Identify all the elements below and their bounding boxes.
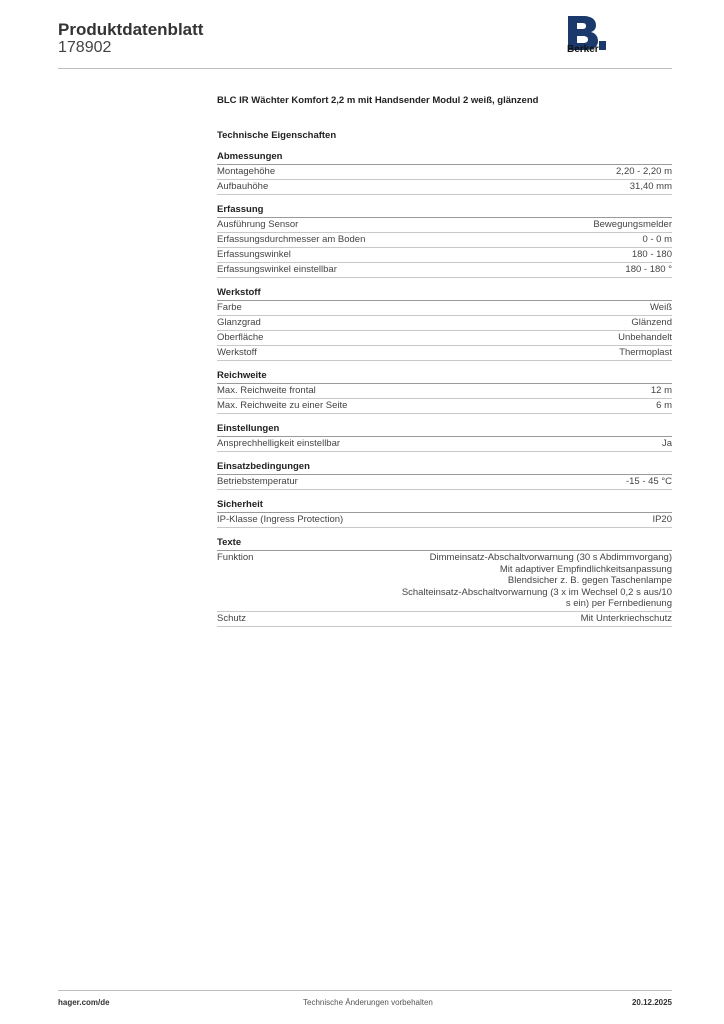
table-row <box>217 165 672 180</box>
row-value: 12 m <box>650 385 672 396</box>
row-label: Max. Reichweite zu einer Seite <box>217 400 348 411</box>
row-value: Weiß <box>650 302 672 313</box>
product-title: BLC IR Wächter Komfort 2,2 m mit Handsender Modul 2 weiß, glänzend <box>217 95 539 106</box>
row-label: Aufbauhöhe <box>217 181 269 192</box>
table-row <box>217 612 672 627</box>
row-value <box>402 552 672 610</box>
table-row <box>217 384 672 399</box>
group-title: Erfassung <box>217 204 672 218</box>
row-value: 2,20 - 2,20 m <box>616 166 672 177</box>
table-row <box>217 248 672 263</box>
content-area <box>217 95 672 627</box>
row-value: 6 m <box>656 400 672 411</box>
row-value: Bewegungsmelder <box>593 219 672 230</box>
group-title: Reichweite <box>217 370 672 384</box>
row-label: Werkstoff <box>217 347 257 358</box>
table-row <box>217 399 672 414</box>
group-title: Einstellungen <box>217 423 672 437</box>
group-title: Abmessungen <box>217 151 672 165</box>
funktion-line: Blendsicher z. B. gegen Taschenlampe <box>507 575 672 586</box>
footer-disclaimer: Technische Änderungen vorbehalten <box>303 998 433 1007</box>
row-value: Ja <box>661 438 672 449</box>
footer-date: 20.12.2025 <box>631 998 672 1007</box>
row-label: Oberfläche <box>217 332 264 343</box>
row-label: Erfassungswinkel <box>217 249 291 260</box>
row-label: Max. Reichweite frontal <box>217 385 316 396</box>
table-row <box>217 551 672 612</box>
row-value: 0 - 0 m <box>642 234 672 245</box>
row-value: -15 - 45 °C <box>625 476 672 487</box>
row-value: Thermoplast <box>619 347 672 358</box>
group-reichweite <box>217 370 672 414</box>
row-value: 31,40 mm <box>629 181 672 192</box>
group-abmessungen <box>217 151 672 195</box>
document-title: Produktdatenblatt <box>58 20 204 39</box>
row-value: Mit Unterkriechschutz <box>580 612 672 624</box>
funktion-line: s ein) per Fernbedienung <box>565 598 672 609</box>
row-value: Unbehandelt <box>618 332 672 343</box>
table-row <box>217 437 672 452</box>
row-label: Schutz <box>217 612 247 624</box>
footer-website: hager.com/de <box>58 998 110 1007</box>
logo-text: Berker <box>567 44 599 55</box>
funktion-line: Dimmeinsatz-Abschaltvorwarnung (30 s Abdimmvorgang) <box>429 552 672 563</box>
row-value: Glänzend <box>631 317 672 328</box>
header-divider <box>58 68 672 69</box>
row-label: Ansprechhelligkeit einstellbar <box>217 438 341 449</box>
row-label: Glanzgrad <box>217 317 261 328</box>
funktion-line: Mit adaptiver Empfindlichkeitsanpassung <box>499 563 672 575</box>
group-einsatzbedingungen <box>217 461 672 490</box>
row-label: Montagehöhe <box>217 166 276 177</box>
row-label: Funktion <box>217 552 254 563</box>
row-value: 180 - 180 ° <box>625 264 672 275</box>
table-row <box>217 475 672 490</box>
group-title: Werkstoff <box>217 287 672 301</box>
row-label: Farbe <box>217 302 242 313</box>
row-label: IP-Klasse (Ingress Protection) <box>217 514 344 525</box>
group-title: Sicherheit <box>217 499 672 513</box>
group-erfassung <box>217 204 672 278</box>
group-title: Texte <box>217 537 672 551</box>
table-row <box>217 346 672 361</box>
table-row <box>217 331 672 346</box>
document-number: 178902 <box>58 39 112 56</box>
table-row <box>217 301 672 316</box>
table-row <box>217 263 672 278</box>
row-label: Betriebstemperatur <box>217 476 298 487</box>
table-row <box>217 316 672 331</box>
row-label: Ausführung Sensor <box>217 219 299 230</box>
row-value: 180 - 180 <box>631 249 672 260</box>
footer-divider <box>58 990 672 991</box>
group-texte <box>217 537 672 627</box>
group-title: Einsatzbedingungen <box>217 461 672 475</box>
row-value: IP20 <box>652 514 672 525</box>
section-title: Technische Eigenschaften <box>217 130 337 141</box>
table-row <box>217 513 672 528</box>
table-row <box>217 180 672 195</box>
group-werkstoff <box>217 287 672 361</box>
table-row <box>217 233 672 248</box>
row-label: Erfassungsdurchmesser am Boden <box>217 234 366 245</box>
group-einstellungen <box>217 423 672 452</box>
row-label: Erfassungswinkel einstellbar <box>217 264 337 275</box>
group-sicherheit <box>217 499 672 528</box>
funktion-line: Schalteinsatz-Abschaltvorwarnung (3 x im Wechsel 0,2 s aus/10 <box>401 586 672 598</box>
table-row <box>217 218 672 233</box>
